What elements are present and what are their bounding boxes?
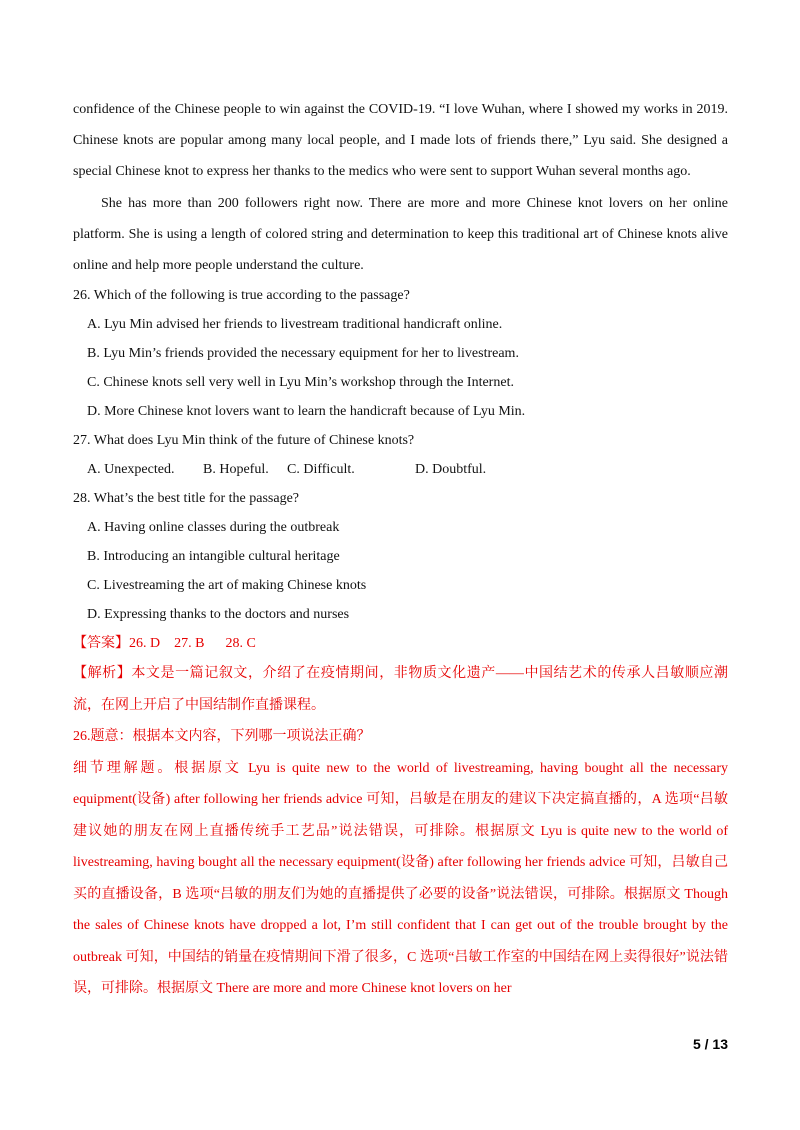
question-stem: 26. Which of the following is true according to the passage?: [73, 288, 410, 304]
option-b: B. Hopeful.: [203, 462, 269, 478]
option-d: D. Doubtful.: [415, 462, 487, 478]
question-stem: 28. What’s the best title for the passage?: [73, 491, 300, 507]
option-a: A. Having online classes during the outbreak: [87, 520, 340, 536]
option-d: D. Expressing thanks to the doctors and nurses: [87, 607, 350, 623]
answer-key: 【答案】26. D 27. B 28. C: [73, 636, 256, 652]
option-a: A. Unexpected.: [87, 462, 175, 478]
analysis-summary: 【解析】本文是一篇记叙文，介绍了在疫情期间，非物质文化遗产——中国结艺术的传承人吕敏顺应潮流，在网上开启了中国结制作直播课程。: [73, 666, 728, 713]
option-c: C. Difficult.: [287, 462, 355, 478]
passage-paragraph-1: confidence of the Chinese people to win against the COVID-19. “I love Wuhan, where I showed my works in 2019. Chinese knots are popular among many local people, and I made lots of friends there,” Lyu said. She designed a special Chinese knot to express her thanks to the medics who were sent to support Wuhan several months ago.: [73, 102, 728, 180]
question-28: [73, 484, 728, 629]
option-c: C. Livestreaming the art of making Chinese knots: [87, 578, 367, 594]
analysis-q26-body: 细节理解题。根据原文 Lyu is quite new to the world of livestreaming, having bought all the necessary equipment(设备) after following her friends advice 可知，吕敏是在朋友的建议下决定搞直播的，A 选项“吕敏建议她的朋友在网上直播传统手工艺品”说法错误，可排除。根据原文 Lyu is quite new to the world of livestreaming, having bought all the necessary equipment(设备) after following her friends advice 可知，吕敏自己买的直播设备，B 选项“吕敏的朋友们为她的直播提供了必要的设备”说法错误，可排除。根据原文 Though the sales of Chinese knots have dropped a lot, I’m still confident that I can get out of the trouble brought by the outbreak 可知，中国结的销量在疫情期间下滑了很多，C 选项“吕敏工作室的中国结在网上卖得很好”说法错误，可排除。根据原文 There are more and more Chinese knot lovers on her: [73, 760, 728, 997]
option-row: [73, 455, 728, 484]
option-b: B. Lyu Min’s friends provided the necessary equipment for her to livestream.: [87, 346, 519, 362]
passage-paragraph-2: She has more than 200 followers right now. There are more and more Chinese knot lovers on her online platform. She is using a length of colored string and determination to keep this traditional art of Chinese knots alive online and help more people understand the culture.: [73, 195, 728, 274]
option-d: D. More Chinese knot lovers want to learn the handicraft because of Lyu Min.: [87, 404, 526, 420]
question-26: [73, 281, 728, 426]
option-b: B. Introducing an intangible cultural heritage: [87, 549, 340, 565]
option-a: A. Lyu Min advised her friends to livestream traditional handicraft online.: [87, 317, 503, 333]
page-number: 5 / 13: [692, 1036, 728, 1052]
document-page: [73, 94, 728, 1005]
question-27: [73, 426, 728, 484]
question-stem: 27. What does Lyu Min think of the future of Chinese knots?: [73, 433, 415, 449]
analysis-q26-title: 26.题意：根据本文内容，下列哪一项说法正确？: [73, 729, 371, 745]
option-c: C. Chinese knots sell very well in Lyu Min’s workshop through the Internet.: [87, 375, 514, 391]
